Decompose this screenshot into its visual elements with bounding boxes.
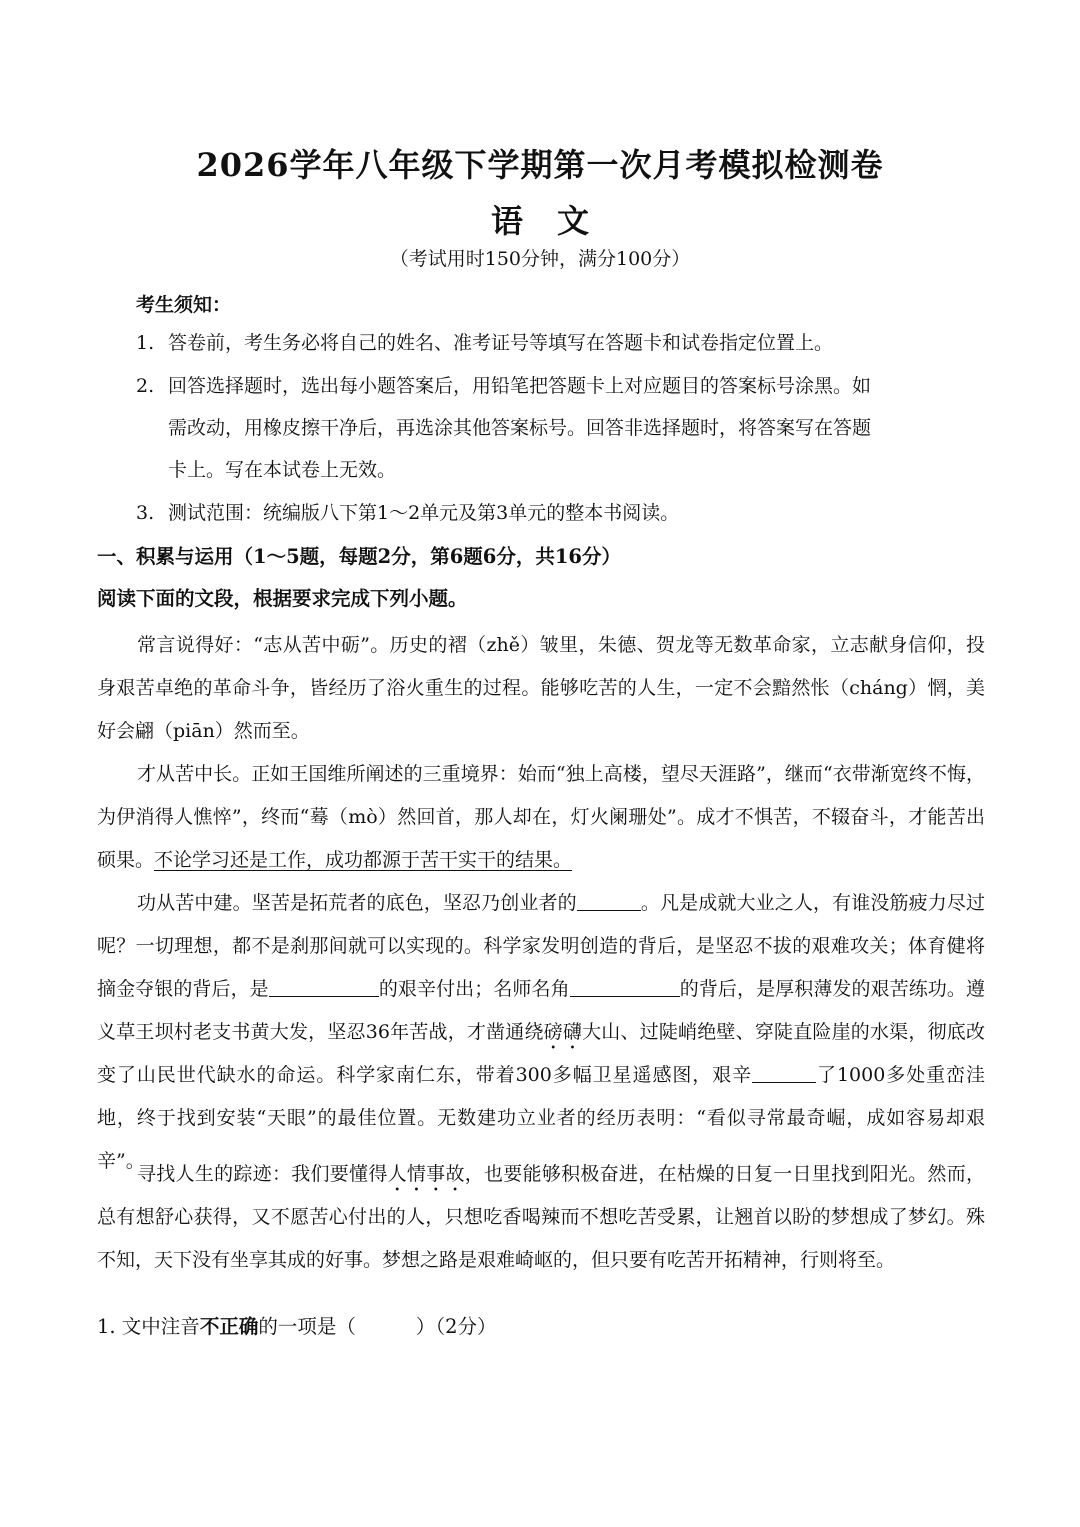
paragraph-text: 才从苦中长。正如王国维所阐述的三重境界：始而“独上高楼，望尽天涯路”，继而“衣带渐宽终不悔，为伊消得人憔悴”，终而“蓦（mò）然回首，那人却在，灯火阑珊处”。成才不惧苦，不辍奋斗，才能苦出硕果。 [97, 763, 985, 871]
section-title: 一、积累与运用（1～5题，每题2分，第6题6分，共16分） [97, 545, 621, 568]
paragraph-text: 大山、过陡峭绝壁、穿陡直险崖的水渠，彻底改变了山民世代缺水的命运。科学家南仁东，带着300多幅卫星遥感图，艰辛 [97, 1021, 985, 1086]
notice-item-text: 需改动，用橡皮擦干净后，再选涂其他答案标号。回答非选择题时，将答案写在答题 [168, 417, 872, 439]
paragraph-text: 功从苦中建。坚苦是拓荒者的底色，坚忍乃创业者的 [137, 892, 577, 914]
passage-paragraph-3 [97, 882, 985, 1183]
fill-blank-2[interactable] [269, 976, 379, 997]
notice-item-2 [136, 365, 986, 491]
notice-item-number: 1. [136, 332, 155, 354]
paragraph-text: ，也要能够积极奋进，在枯燥的日复一日里找到阳光。然而，总有想舒心获得，又不愿苦心付出的人，只想吃香喝辣而不想吃苦受累，让翘首以盼的梦想成了梦幻。殊不知，天下没有坐享其成的好事。梦想之路是艰难崎岖的，但只要有吃苦开拓精神，行则将至。 [97, 1163, 985, 1271]
notice-item-text: 回答选择题时，选出每小题答案后，用铅笔把答题卡上对应题目的答案标号涂黑。如 [168, 375, 872, 397]
dotted-word: 人情事故 [387, 1163, 465, 1185]
question-emphasis: 不正确 [199, 1315, 259, 1338]
notice-item-number: 2. [136, 375, 155, 397]
notice-item-text: 卡上。写在本试卷上无效。 [168, 459, 397, 481]
paragraph-text: 的背后，是厚积薄发的艰苦练功。遵义草王坝村老支书黄大发，坚忍36年苦战，才凿通绕 [97, 978, 985, 1043]
reading-instruction: 阅读下面的文段，根据要求完成下列小题。 [97, 587, 468, 610]
paragraph-text: 寻找人生的踪迹：我们要懂得 [137, 1163, 388, 1185]
passage-paragraph-2 [97, 753, 985, 882]
notice-item-3 [136, 492, 986, 534]
paragraph-text: 了1000多处重峦洼地，终于找到安装“天眼”的最佳位置。无数建功立业者的经历表明：“看似寻常最奇崛，成如容易却艰辛”。 [97, 1064, 985, 1172]
exam-title: 2026学年八年级下学期第一次月考模拟检测卷 [196, 146, 884, 184]
notice-item-1 [136, 322, 986, 364]
notice-item-number: 3. [136, 502, 155, 524]
exam-info: （考试用时150分钟，满分100分） [389, 248, 691, 270]
fill-blank-3[interactable] [570, 976, 680, 997]
passage-paragraph-1 [97, 624, 985, 753]
question-text: 的一项是（ [258, 1315, 356, 1338]
underlined-sentence: 不论学习还是工作，成功都源于苦干实干的结果。 [154, 849, 573, 871]
question-1 [97, 1311, 497, 1339]
paragraph-text: 的艰辛付出；名师名角 [378, 978, 570, 1000]
question-text: 1. 文中注音 [97, 1315, 200, 1338]
paragraph-text: 。凡是成就大业之人，有谁没筋疲力尽过呢？一切理想，都不是刹那间就可以实现的。科学家发明创造的背后，是坚忍不拔的艰难攻关；体育健将摘金夺银的背后，是 [97, 892, 985, 1000]
passage-paragraph-4 [97, 1153, 985, 1282]
paragraph-text: 常言说得好：“志从苦中砺”。历史的褶（zhě）皱里，朱德、贺龙等无数革命家，立志献身信仰，投身艰苦卓绝的革命斗争，皆经历了浴火重生的过程。能够吃苦的人生，一定不会黯然怅（cháng）惘，美好会翩（piān）然而至。 [97, 634, 985, 742]
dotted-word: 磅礴 [543, 1021, 583, 1043]
notice-item-text: 答卷前，考生务必将自己的姓名、准考证号等填写在答题卡和试卷指定位置上。 [168, 332, 834, 354]
fill-blank-1[interactable] [577, 890, 641, 911]
question-text: ）（2分） [415, 1315, 497, 1338]
fill-blank-4[interactable] [752, 1062, 816, 1083]
notice-title: 考生须知： [136, 294, 232, 316]
notice-item-text: 测试范围：统编版八下第1～2单元及第3单元的整本书阅读。 [168, 502, 680, 524]
subject-title: 语文 [490, 202, 623, 240]
